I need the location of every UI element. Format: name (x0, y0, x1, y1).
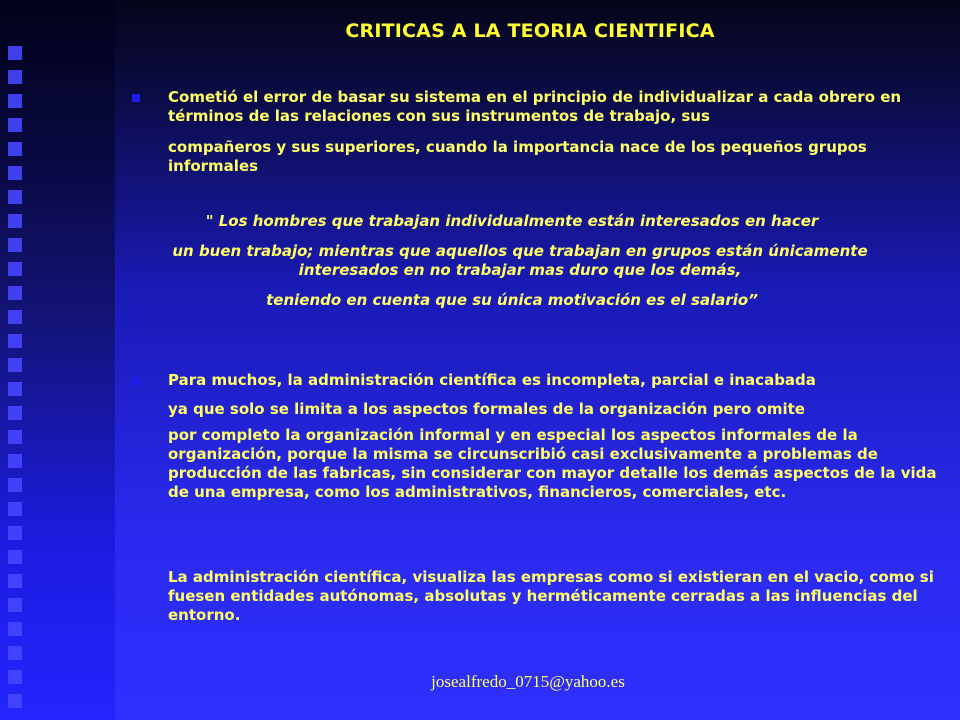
bullet1-line2: compañeros y sus superiores, cuando la importancia nace de los pequeños grupos informales (168, 138, 867, 175)
decorative-square (8, 238, 22, 252)
decorative-square (8, 142, 22, 156)
bullet-square-icon (132, 94, 140, 102)
decorative-square (8, 526, 22, 540)
bullet1-line1: Cometió el error de basar su sistema en el principio de individualizar a cada obrero en términos de las relaciones con sus instrumentos de trabajo, sus (168, 88, 902, 125)
decorative-square (8, 646, 22, 660)
bullet-square-icon (132, 377, 140, 385)
slide-title: CRITICAS A LA TEORIA CIENTIFICA (345, 20, 715, 42)
decorative-square (8, 622, 22, 636)
decorative-left-band (0, 0, 115, 720)
decorative-square (8, 70, 22, 84)
decorative-square (8, 430, 22, 444)
decorative-square (8, 166, 22, 180)
decorative-square (8, 310, 22, 324)
quote-line3: teniendo en cuenta que su única motivación es el salario” (266, 291, 758, 309)
quote-line2: un buen trabajo; mientras que aquellos que trabajan en grupos están únicamente interesados en no trabajar mas duro que los demás, (172, 242, 868, 279)
decorative-square (8, 478, 22, 492)
bullet2-line3: por completo la organización informal y en especial los aspectos informales de la organización, porque la misma se circunscribió casi exclusivamente a problemas de producción de las fabricas, sin considerar con mayor detalle los demás aspectos de la vida de una empresa, como los administrativos, financieros, comerciales, etc. (168, 426, 937, 501)
decorative-square (8, 94, 22, 108)
decorative-square (8, 334, 22, 348)
decorative-square (8, 406, 22, 420)
decorative-square (8, 382, 22, 396)
decorative-square (8, 358, 22, 372)
decorative-square (8, 574, 22, 588)
decorative-square (8, 262, 22, 276)
decorative-square (8, 46, 22, 60)
footer-email: josealfredo_0715@yahoo.es (431, 672, 625, 691)
decorative-square (8, 502, 22, 516)
quote-line1: " Los hombres que trabajan individualmente están interesados en hacer (205, 212, 819, 230)
bullet2-line1: Para muchos, la administración científica es incompleta, parcial e inacabada (168, 371, 816, 389)
decorative-square (8, 118, 22, 132)
decorative-square (8, 286, 22, 300)
bullet2-line2: ya que solo se limita a los aspectos formales de la organización pero omite (168, 400, 805, 418)
decorative-square (8, 598, 22, 612)
decorative-square (8, 214, 22, 228)
decorative-square (8, 454, 22, 468)
closing-paragraph: La administración científica, visualiza las empresas como si existieran en el vacio, como si fuesen entidades autónomas, absolutas y herméticamente cerradas a las influencias del entorno. (168, 568, 934, 624)
decorative-square (8, 694, 22, 708)
decorative-square (8, 190, 22, 204)
decorative-squares (8, 0, 28, 720)
decorative-square (8, 550, 22, 564)
